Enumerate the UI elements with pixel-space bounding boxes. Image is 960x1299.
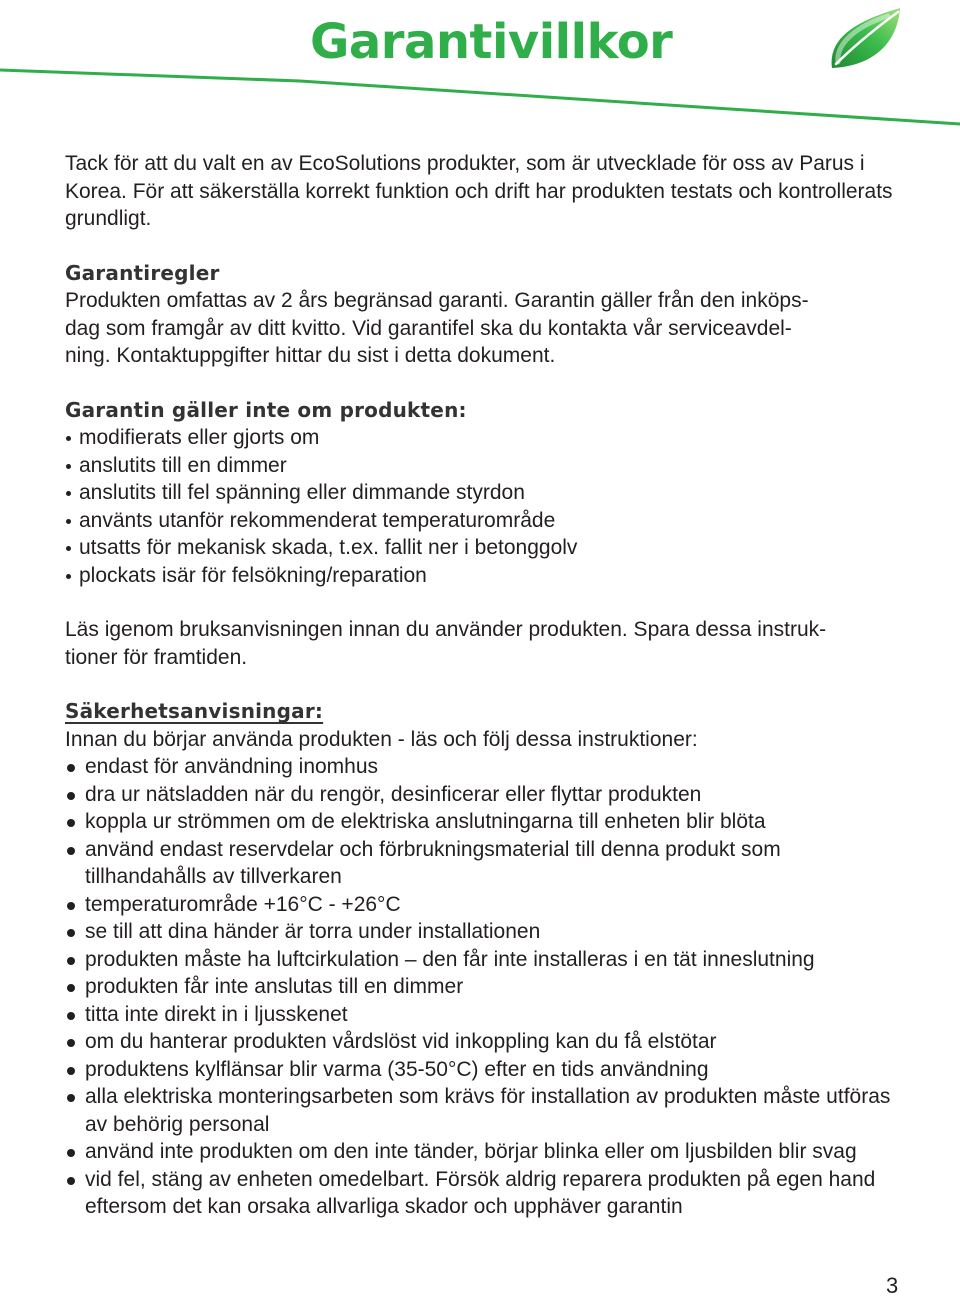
warranty-rules-section bbox=[65, 260, 895, 370]
safety-intro: Innan du börjar använda produkten - läs och följ dessa instruktioner: bbox=[65, 727, 698, 751]
safety-item: produkten får inte anslutas till en dimmer bbox=[65, 973, 895, 1001]
exclusion-item: anslutits till fel spänning eller dimmande styrdon bbox=[65, 479, 895, 507]
safety-heading: Säkerhetsanvisningar: bbox=[65, 699, 324, 723]
exclusion-item: använts utanför rekommenderat temperaturområde bbox=[65, 507, 895, 535]
safety-list bbox=[65, 753, 895, 1221]
safety-item: endast för användning inomhus bbox=[65, 753, 895, 781]
green-leaf-icon bbox=[826, 4, 906, 72]
read-manual-line: Läs igenom bruksanvisningen innan du använder produkten. Spara dessa instruk- bbox=[65, 618, 827, 641]
safety-item: använd inte produkten om den inte tänder, börjar blinka eller om ljusbilden blir svag bbox=[65, 1138, 895, 1166]
safety-item: se till att dina händer är torra under installationen bbox=[65, 918, 895, 946]
page-number: 3 bbox=[886, 1273, 899, 1298]
safety-section bbox=[65, 698, 895, 1221]
exclusion-item: plockats isär för felsökning/reparation bbox=[65, 562, 895, 590]
safety-item: produktens kylflänsar blir varma (35-50°C) efter en tids användning bbox=[65, 1056, 895, 1084]
safety-item: använd endast reservdelar och förbrukningsmaterial till denna produkt som tillhandahålls av tillverkaren bbox=[65, 836, 895, 891]
safety-item: vid fel, stäng av enheten omedelbart. Försök aldrig reparera produkten på egen hand eftersom det kan orsaka allvarliga skador och upphäver garantin bbox=[65, 1166, 895, 1221]
rules-line: Produkten omfattas av 2 års begränsad garanti. Garantin gäller från den inköps- bbox=[65, 289, 809, 312]
exclusion-item: utsatts för mekanisk skada, t.ex. fallit ner i betonggolv bbox=[65, 534, 895, 562]
safety-item: produkten måste ha luftcirkulation – den får inte installeras i en tät inneslutning bbox=[65, 946, 895, 974]
safety-item: om du hanterar produkten vårdslöst vid inkoppling kan du få elstötar bbox=[65, 1028, 895, 1056]
safety-item: alla elektriska monteringsarbeten som krävs för installation av produkten måste utföras av behörig personal bbox=[65, 1083, 895, 1138]
exclusions-list bbox=[65, 424, 895, 589]
safety-item: temperaturområde +16°C - +26°C bbox=[65, 891, 895, 919]
rules-line: dag som framgår av ditt kvitto. Vid garantifel ska du kontakta vår serviceavdel- bbox=[65, 316, 792, 340]
exclusion-item: anslutits till en dimmer bbox=[65, 452, 895, 480]
rules-line: ning. Kontaktuppgifter hittar du sist i detta dokument. bbox=[65, 344, 556, 367]
page-title: Garantivillkor bbox=[310, 14, 673, 70]
warranty-rules-heading: Garantiregler bbox=[65, 260, 220, 285]
read-manual-paragraph bbox=[65, 616, 895, 671]
safety-item: dra ur nätsladden när du rengör, desinficerar eller flyttar produkten bbox=[65, 781, 895, 809]
exclusions-section bbox=[65, 397, 895, 590]
read-manual-line: tioner för framtiden. bbox=[65, 645, 248, 669]
safety-item: koppla ur strömmen om de elektriska anslutningarna till enheten blir blöta bbox=[65, 808, 895, 836]
intro-paragraph: Tack för att du valt en av EcoSolutions produkter, som är utvecklade för oss av Parus i Korea. För att säkerställa korrekt funktion och drift har produkten testats och kontrollerats grundligt. bbox=[65, 152, 893, 230]
exclusions-heading: Garantin gäller inte om produkten: bbox=[65, 397, 467, 422]
exclusion-item: modifierats eller gjorts om bbox=[65, 424, 895, 452]
page-content bbox=[65, 150, 895, 1221]
safety-item: titta inte direkt in i ljusskenet bbox=[65, 1001, 895, 1029]
